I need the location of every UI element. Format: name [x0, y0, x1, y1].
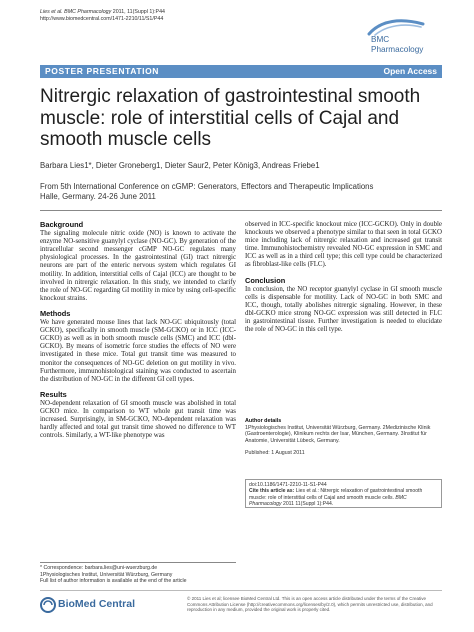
open-access-label: Open Access [383, 66, 437, 76]
citation-journal: BMC Pharmacology [64, 9, 112, 15]
running-header [40, 9, 165, 23]
section-banner [40, 65, 442, 78]
doi[interactable]: doi:10.1186/1471-2210-11-S1-P44 [249, 482, 327, 488]
author-details-label: Author details [245, 418, 282, 424]
footer-divider [40, 590, 442, 591]
license-text: © 2011 Lies et al; licensee BioMed Central Ltd. This is an open access article distributed under the terms of the Creative Commons Attribution License (http://creativecommons.org/licenses/by/2.0), which permits unrestricted use, distribution, and reproduction in any medium, provided the original work is properly cited. [187, 596, 433, 613]
results-continued-text: observed in ICC-specific knockout mice (ICC-GCKO). Only in double knockouts we observed a phenotype similar to that seen in total GCKO mice including lack of nitrergic relaxation and increased gut transit time. Immunohistochemistry revealed NO-GC expression in SMC and ICC as well as in a third cell type; this cell type could be characterized as fibroblast-like cells (FLC). [245, 221, 442, 269]
footnote-divider [40, 562, 236, 563]
cite-text: Lies et al.: Nitrergic relaxation of gastrointestinal smooth muscle: role of interstitial cells of Cajal and smooth muscle cells. [249, 488, 423, 501]
biomed-central-mark-icon [40, 597, 56, 613]
journal-logo [361, 18, 441, 62]
correspondence[interactable]: * Correspondence: barbara.lies@uni-wuerzburg.de [40, 565, 158, 571]
full-list-note: Full list of author information is available at the end of the article [40, 578, 187, 585]
conference-info [40, 182, 440, 202]
conference-line-2: Halle, Germany. 24-26 June 2011 [40, 192, 156, 201]
logo-text [371, 35, 423, 54]
cite-journal: BMC Pharmacology [249, 494, 407, 507]
article-title: Nitrergic relaxation of gastrointestinal smooth muscle: role of interstitial cells of Cajal and smooth muscle cells [40, 86, 421, 150]
cite-label: Cite this article as: [249, 488, 295, 495]
footnotes [40, 565, 186, 585]
author-details [245, 418, 442, 457]
logo-line-2: Pharmacology [371, 44, 424, 54]
biomed-central-text: BioMed Central [58, 598, 136, 610]
author-details-text: 1Physiologisches Institut, Universität Würzburg, Germany. 2Medizinische Klinik (Gastroenterologie), Klinikum rechts der Isar, München, Germany. 3Institut für Anatomie, Universität Lübeck, Germany. [245, 424, 431, 444]
cite-tail: 2011 11(Suppl 1):P44. [282, 500, 334, 507]
methods-heading: Methods [40, 308, 71, 318]
conclusion-heading: Conclusion [245, 275, 286, 285]
citation-authors: Lies et al. [40, 9, 63, 15]
citation-box [245, 479, 442, 508]
conference-line-1: From 5th International Conference on cGMP: Generators, Effectors and Therapeutic Implications [40, 182, 374, 191]
citation-url[interactable]: http://www.biomedcentral.com/1471-2210/11/S1/P44 [40, 16, 164, 22]
citation-volume: 2011, 11(Suppl 1):P44 [112, 9, 165, 15]
methods-text: We have generated mouse lines that lack NO-GC ubiquitously (total GCKO), specifically in smooth muscle (SM-GCKO) or in ICC (ICC-GCKO) as well as in both smooth muscle cells (SMC) and ICC (dbl-GCKO). By means of isometric force studies the effects of NO were investigated in these mice. Total gut transit time was measured to monitor the consequences of NO-GC deletion on gut motility in vivo. Furthermore, immunohistological staining was conducted to ascertain the distribution of NO-GC in the different GI cell types. [40, 319, 236, 383]
column-left [40, 221, 236, 440]
results-text: NO-dependent relaxation of GI smooth muscle was abolished in total GCKO mice. In comparison to WT whole gut transit time was increased. Surprisingly, in SM-GCKO, NO-dependent relaxation was hardly affected and total gut transit time showed no difference to WT controls. Similarly, a WT-like phenotype was [40, 399, 236, 440]
column-right [245, 221, 442, 334]
published-date: Published: 1 August 2011 [245, 450, 305, 457]
cite-as [249, 488, 438, 507]
background-heading: Background [40, 220, 84, 229]
divider [40, 210, 442, 211]
conclusion-text: In conclusion, the NO receptor guanylyl cyclase in GI smooth muscle cells is dispensable for motility. Lack of NO-GC in both SMC and ICC, though, totally abolishes nitrergic signaling. However, in these dbl-GCKO mice strong NO-GC expression was still detected in FLC in gastrointestinal tissue. Further investigation is needed to elucidate the role of NO-GC in this cell type. [245, 285, 442, 334]
background-text: The signaling molecule nitric oxide (NO) is known to activate the enzyme NO-sensitive guanylyl cyclase (NO-GC). By generation of the intracellular second messenger cGMP NO-GC regulates many physiological processes. In the gastrointestinal (GI) tract nitrergic neurons are part of the enteric nervous system which regulates GI motility. In addition, interstitial cells of Cajal (ICC) are thought to be involved in nitrergic relaxation. In this study, we intended to clarify the role of NO-GC regarding GI motility in mice by using cell-specific knockout strains. [40, 230, 236, 302]
biomed-central-logo [40, 597, 140, 613]
affiliation-note: 1Physiologisches Institut, Universität Würzburg, Germany [40, 571, 173, 578]
logo-line-1: BMC [371, 35, 390, 44]
citation-line-1 [40, 9, 165, 16]
poster-presentation-label: POSTER PRESENTATION [45, 66, 160, 76]
results-heading: Results [40, 389, 67, 399]
author-list: Barbara Lies1*, Dieter Groneberg1, Dieter Saur2, Peter König3, Andreas Friebe1 [40, 161, 320, 170]
